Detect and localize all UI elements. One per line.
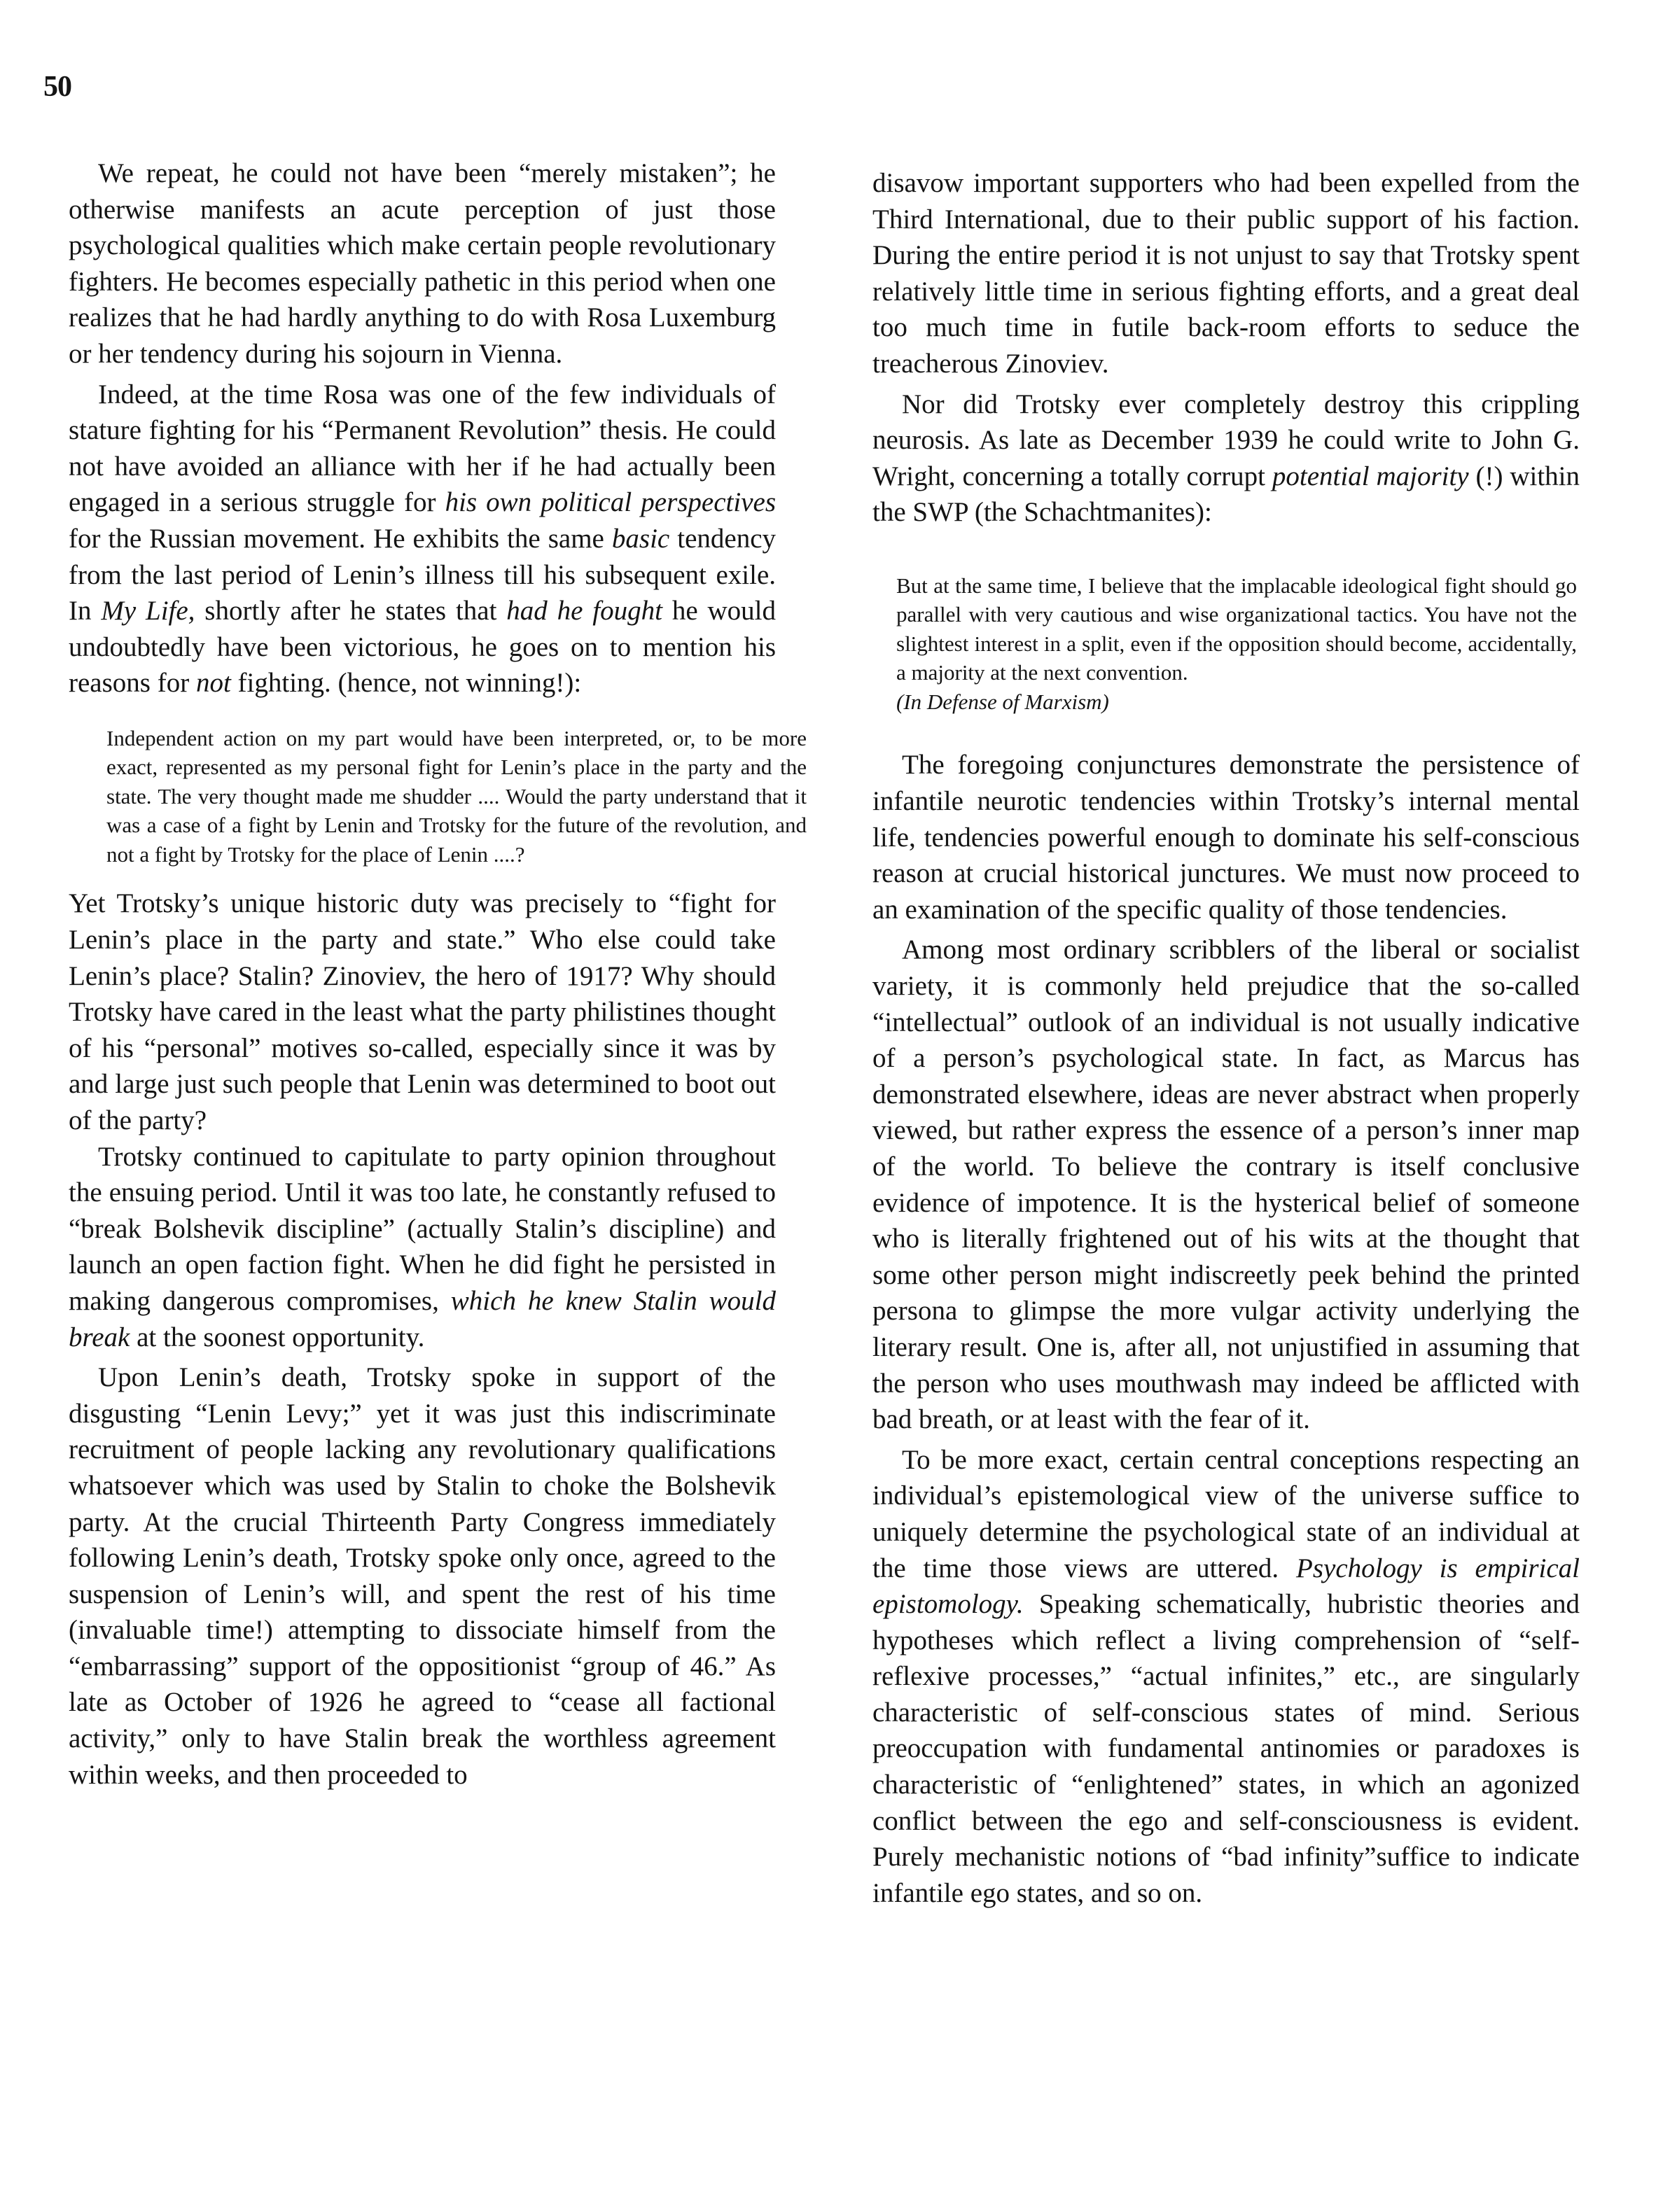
right-paragraph-5: To be more exact, certain central conceptions respecting an individual’s epistemological view of the universe suffice to uniquely determine the psychological state of an individual at the time those views are uttered. Psychology is empirical epistomology. Speaking schematically, hubristic theories and hypotheses which reflect a living comprehension of “self-reflexive processes,” “actual infinites,” etc., are singularly characteristic of self-conscious states of mind. Serious preoccupation with fundamental antinomies or paradoxes is characteristic of “enlightened” states, in which an agonized conflict between the ego and self-consciousness is evident. Purely mechanistic notions of “bad infinity”suffice to indicate infantile ego states, and so on.: [872, 1444, 1580, 1908]
block-quote-defense-of-marxism: [896, 571, 1577, 717]
left-paragraph-3: Yet Trotsky’s unique historic duty was precisely to “fight for Lenin’s place in the party and state.” Who else could take Lenin’s place? Stalin? Zinoviev, the hero of 1917? Why should Trotsky have cared in the least what the party philistines thought of his “personal” motives so-called, especially since it was by and large just such people that Lenin was determined to boot out of the party?: [69, 888, 776, 1135]
right-paragraph-1: disavow important supporters who had been expelled from the Third International, due to their public support of his faction. During the entire period it is not unjust to say that Trotsky spent relatively little time in serious fighting efforts, and a great deal too much time in futile back-room efforts to seduce the treacherous Zinoviev.: [872, 168, 1580, 379]
block-quote-my-life: Independent action on my part would have been interpreted, or, to be more exact, represented as my personal fight for Lenin’s place in the party and the state. The very thought made me shudder .... Would the party understand that it was a case of a fight by Lenin and Trotsky for the future of the revolution, and not a fight by Trotsky for the place of Lenin ....?: [106, 725, 807, 867]
left-paragraph-2: Indeed, at the time Rosa was one of the few individuals of stature fighting for his “Permanent Revolution” thesis. He could not have avoided an alliance with her if he had actually been engaged in a serious struggle for his own political perspectives for the Russian movement. He exhibits the same basic tendency from the last period of Lenin’s illness till his subsequent exile. In My Life, shortly after he states that had he fought he would undoubtedly have been victorious, he goes on to mention his reasons for not fighting. (hence, not winning!):: [69, 379, 777, 699]
quote-source: (In Defense of Marxism): [896, 689, 1109, 714]
left-column: [69, 155, 807, 1793]
right-paragraph-3: The foregoing conjunctures demonstrate the persistence of infantile neurotic tendencies within Trotsky’s internal mental life, tendencies powerful enough to dominate his self-conscious reason at crucial historical junctures. We must now proceed to an examination of the specific quality of those tendencies.: [872, 750, 1580, 925]
left-paragraph-4: Trotsky continued to capitulate to party opinion throughout the ensuing period. Until it was too late, he constantly refused to “break Bolshevik discipline” (actually Stalin’s discipline) and launch an open faction fight. When he did fight he persisted in making dangerous compromises, which he knew Stalin would break at the soonest opportunity.: [69, 1141, 776, 1352]
page-number: 50: [43, 71, 71, 103]
left-paragraph-5: Upon Lenin’s death, Trotsky spoke in support of the disgusting “Lenin Levy;” yet it was just this indiscriminate recruitment of people lacking any revolutionary qualifications whatsoever which was used by Stalin to choke the Bolshevik party. At the crucial Thirteenth Party Congress immediately following Lenin’s death, Trotsky spoke only once, agreed to the suspension of Lenin’s will, and spent the rest of his time (invaluable time!) attempting to dissociate himself from the “embarrassing” support of the oppositionist “group of 46.” As late as October of 1926 he agreed to “cease all factional activity,” only to have Stalin break the worthless agreement within weeks, and then proceeded to: [69, 1362, 776, 1790]
left-paragraph-1: We repeat, he could not have been “merely mistaken”; he otherwise manifests an acute perception of just those psychological qualities which make certain people revolutionary fighters. He becomes especially pathetic in this period when one realizes that he had hardly anything to do with Rosa Luxemburg or her tendency during his sojourn in Vienna.: [69, 158, 776, 369]
right-paragraph-2: Nor did Trotsky ever completely destroy this crippling neurosis. As late as December 1939 he could write to John G. Wright, concerning a totally corrupt potential majority (!) within the SWP (the Schachtmanites):: [872, 388, 1580, 528]
right-column: [872, 165, 1580, 1911]
quote-text: But at the same time, I believe that the implacable ideological fight should go parallel with very cautious and wise organizational tactics. You have not the slightest interest in a split, even if the opposition should become, accidentally, a majority at the next convention.: [896, 573, 1577, 685]
right-paragraph-4: Among most ordinary scribblers of the liberal or socialist variety, it is commonly held prejudice that the so-called “intellectual” outlook of an individual is not usually indicative of a person’s psychological state. In fact, as Marcus has demonstrated elsewhere, ideas are never abstract when properly viewed, but rather express the essence of a person’s inner map of the world. To believe the contrary is itself conclusive evidence of impotence. It is the hysterical belief of someone who is literally frightened out of his wits at the thought that some other person might indiscreetly peek behind the printed persona to glimpse the more vulgar activity underlying the literary result. One is, after all, not unjustified in assuming that the person who uses mouthwash may indeed be afflicted with bad breath, or at least with the fear of it.: [872, 934, 1580, 1435]
